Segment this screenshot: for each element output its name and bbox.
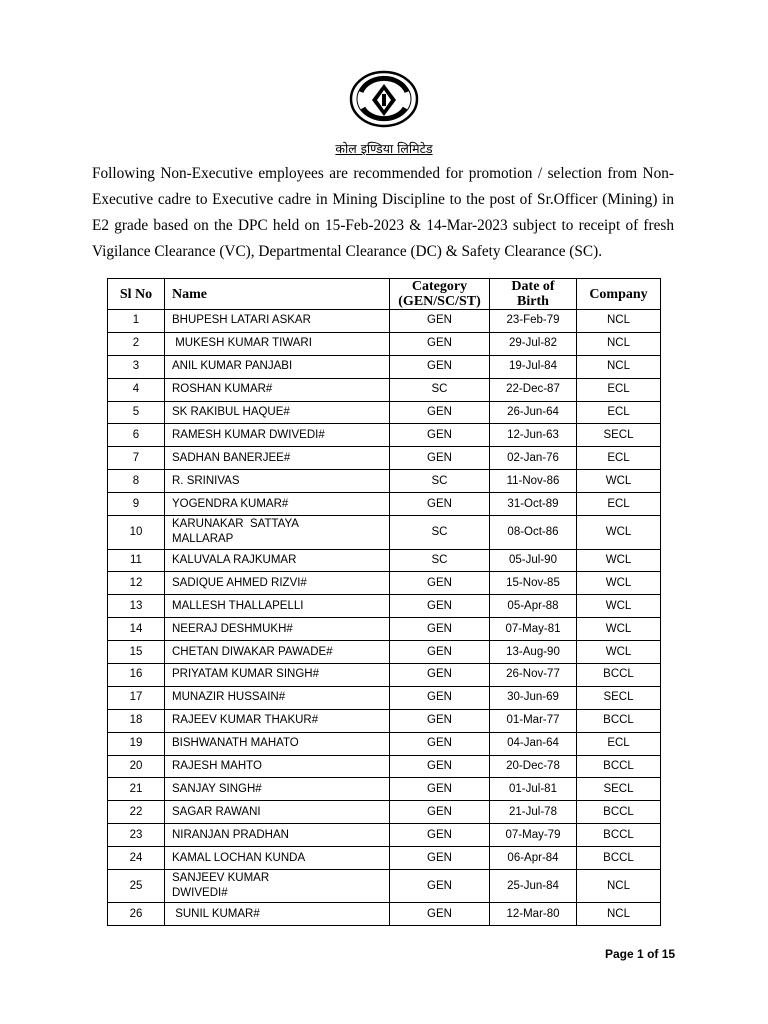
cell-category: GEN [390, 332, 490, 355]
cell-name: KAMAL LOCHAN KUNDA [165, 847, 390, 870]
cell-dob: 13-Aug-90 [490, 641, 577, 664]
cell-dob: 21-Jul-78 [490, 801, 577, 824]
table-row [108, 801, 661, 824]
cell-company: ECL [577, 732, 661, 755]
cell-company: NCL [577, 332, 661, 355]
cell-sl: 7 [108, 447, 165, 470]
cell-name: ANIL KUMAR PANJABI [165, 355, 390, 378]
cell-sl: 24 [108, 847, 165, 870]
cell-company: WCL [577, 470, 661, 493]
cell-category: GEN [390, 355, 490, 378]
table-row [108, 641, 661, 664]
header-company: Company [577, 279, 661, 310]
cell-category: GEN [390, 847, 490, 870]
cell-dob: 26-Jun-64 [490, 401, 577, 424]
table-row [108, 401, 661, 424]
cell-name: NIRANJAN PRADHAN [165, 824, 390, 847]
cell-category: SC [390, 516, 490, 550]
table-row [108, 618, 661, 641]
company-title-hindi: कोल इण्डिया लिमिटेड [335, 141, 433, 156]
cell-category: GEN [390, 755, 490, 778]
coal-india-logo [349, 70, 419, 128]
cell-dob: 23-Feb-79 [490, 310, 577, 333]
cell-name: RAMESH KUMAR DWIVEDI# [165, 424, 390, 447]
cell-name: SANJAY SINGH# [165, 778, 390, 801]
table-row [108, 447, 661, 470]
cell-category: GEN [390, 709, 490, 732]
cell-sl: 14 [108, 618, 165, 641]
cell-dob: 25-Jun-84 [490, 869, 577, 903]
table-row [108, 549, 661, 572]
table-header-row [108, 279, 661, 310]
table-row [108, 847, 661, 870]
cell-category: GEN [390, 778, 490, 801]
cell-name: SADIQUE AHMED RIZVI# [165, 572, 390, 595]
cell-sl: 11 [108, 549, 165, 572]
cell-name: SANJEEV KUMAR DWIVEDI# [165, 869, 390, 903]
cell-sl: 25 [108, 869, 165, 903]
cell-dob: 01-Mar-77 [490, 709, 577, 732]
cell-name: NEERAJ DESHMUKH# [165, 618, 390, 641]
cell-company: WCL [577, 572, 661, 595]
cell-category: SC [390, 549, 490, 572]
cell-sl: 17 [108, 686, 165, 709]
cell-category: GEN [390, 447, 490, 470]
cell-dob: 30-Jun-69 [490, 686, 577, 709]
table-row [108, 709, 661, 732]
cell-dob: 05-Apr-88 [490, 595, 577, 618]
cell-category: GEN [390, 869, 490, 903]
cell-category: GEN [390, 824, 490, 847]
cell-name: SUNIL KUMAR# [165, 903, 390, 926]
cell-dob: 07-May-81 [490, 618, 577, 641]
cell-name: RAJEEV KUMAR THAKUR# [165, 709, 390, 732]
cell-sl: 23 [108, 824, 165, 847]
cell-name: MALLESH THALLAPELLI [165, 595, 390, 618]
cell-name: BISHWANATH MAHATO [165, 732, 390, 755]
cell-dob: 20-Dec-78 [490, 755, 577, 778]
table-row [108, 355, 661, 378]
cell-category: GEN [390, 493, 490, 516]
cell-dob: 12-Mar-80 [490, 903, 577, 926]
cell-company: WCL [577, 618, 661, 641]
cell-dob: 01-Jul-81 [490, 778, 577, 801]
cell-dob: 02-Jan-76 [490, 447, 577, 470]
cell-sl: 5 [108, 401, 165, 424]
cell-category: GEN [390, 903, 490, 926]
cell-company: ECL [577, 378, 661, 401]
table-row [108, 755, 661, 778]
cell-sl: 10 [108, 516, 165, 550]
cell-name: SK RAKIBUL HAQUE# [165, 401, 390, 424]
table-row [108, 572, 661, 595]
cell-category: GEN [390, 595, 490, 618]
intro-paragraph: Following Non-Executive employees are recommended for promotion / selection from Non-Executive cadre to Executive cadre in Mining Discipline to the post of Sr.Officer (Mining) in E2 grade based on the DPC held on 15-Feb-2023 & 14-Mar-2023 subject to receipt of fresh Vigilance Clearance (VC), Departmental Clearance (DC) & Safety Clearance (SC). [92, 165, 674, 260]
cell-dob: 31-Oct-89 [490, 493, 577, 516]
cell-category: GEN [390, 801, 490, 824]
cell-sl: 21 [108, 778, 165, 801]
cell-sl: 1 [108, 310, 165, 333]
table-row [108, 903, 661, 926]
cell-dob: 06-Apr-84 [490, 847, 577, 870]
cell-company: BCCL [577, 824, 661, 847]
cell-name: PRIYATAM KUMAR SINGH# [165, 663, 390, 686]
table-row [108, 424, 661, 447]
cell-company: BCCL [577, 663, 661, 686]
cell-name: MUKESH KUMAR TIWARI [165, 332, 390, 355]
cell-company: NCL [577, 355, 661, 378]
cell-name: ROSHAN KUMAR# [165, 378, 390, 401]
header-sl-no: Sl No [108, 279, 165, 310]
cell-sl: 2 [108, 332, 165, 355]
cell-category: GEN [390, 663, 490, 686]
cell-category: GEN [390, 686, 490, 709]
cell-sl: 16 [108, 663, 165, 686]
cell-name: MUNAZIR HUSSAIN# [165, 686, 390, 709]
cell-sl: 9 [108, 493, 165, 516]
cell-sl: 4 [108, 378, 165, 401]
cell-company: SECL [577, 424, 661, 447]
cell-company: ECL [577, 447, 661, 470]
cell-dob: 11-Nov-86 [490, 470, 577, 493]
cell-category: GEN [390, 310, 490, 333]
cell-dob: 15-Nov-85 [490, 572, 577, 595]
cell-name: SADHAN BANERJEE# [165, 447, 390, 470]
cell-category: GEN [390, 641, 490, 664]
cell-company: SECL [577, 686, 661, 709]
header-category: Category (GEN/SC/ST) [390, 279, 490, 310]
cell-category: GEN [390, 572, 490, 595]
cell-company: BCCL [577, 847, 661, 870]
cell-dob: 12-Jun-63 [490, 424, 577, 447]
cell-company: ECL [577, 401, 661, 424]
cell-name: KALUVALA RAJKUMAR [165, 549, 390, 572]
cell-sl: 19 [108, 732, 165, 755]
cell-name: CHETAN DIWAKAR PAWADE# [165, 641, 390, 664]
cell-category: GEN [390, 732, 490, 755]
cell-sl: 22 [108, 801, 165, 824]
cell-dob: 08-Oct-86 [490, 516, 577, 550]
header-date-of-birth: Date of Birth [490, 279, 577, 310]
table-row [108, 595, 661, 618]
promotion-table [107, 278, 661, 926]
table-row [108, 824, 661, 847]
cell-sl: 18 [108, 709, 165, 732]
table-row [108, 310, 661, 333]
cell-company: NCL [577, 310, 661, 333]
table-row [108, 732, 661, 755]
table-row [108, 516, 661, 550]
cell-name: RAJESH MAHTO [165, 755, 390, 778]
cell-name: SAGAR RAWANI [165, 801, 390, 824]
cell-company: BCCL [577, 801, 661, 824]
cell-company: SECL [577, 778, 661, 801]
cell-dob: 26-Nov-77 [490, 663, 577, 686]
cell-dob: 22-Dec-87 [490, 378, 577, 401]
table-row [108, 663, 661, 686]
cell-sl: 12 [108, 572, 165, 595]
table-row [108, 470, 661, 493]
cell-sl: 15 [108, 641, 165, 664]
cell-category: GEN [390, 618, 490, 641]
cell-sl: 3 [108, 355, 165, 378]
cell-dob: 05-Jul-90 [490, 549, 577, 572]
cell-name: BHUPESH LATARI ASKAR [165, 310, 390, 333]
cell-sl: 13 [108, 595, 165, 618]
table-row [108, 378, 661, 401]
cell-category: SC [390, 470, 490, 493]
cell-company: WCL [577, 549, 661, 572]
cell-category: SC [390, 378, 490, 401]
cell-company: NCL [577, 869, 661, 903]
cell-company: WCL [577, 516, 661, 550]
cell-dob: 04-Jan-64 [490, 732, 577, 755]
cell-company: WCL [577, 595, 661, 618]
table-row [108, 869, 661, 903]
cell-sl: 20 [108, 755, 165, 778]
cell-category: GEN [390, 401, 490, 424]
cell-name: R. SRINIVAS [165, 470, 390, 493]
cell-company: BCCL [577, 755, 661, 778]
cell-company: ECL [577, 493, 661, 516]
table-row [108, 686, 661, 709]
cell-sl: 8 [108, 470, 165, 493]
header-name: Name [165, 279, 390, 310]
cell-dob: 19-Jul-84 [490, 355, 577, 378]
cell-company: BCCL [577, 709, 661, 732]
cell-dob: 29-Jul-82 [490, 332, 577, 355]
cell-company: WCL [577, 641, 661, 664]
table-row [108, 778, 661, 801]
page-number: Page 1 of 15 [605, 947, 676, 961]
table-row [108, 493, 661, 516]
table-row [108, 332, 661, 355]
cell-sl: 26 [108, 903, 165, 926]
cell-name: YOGENDRA KUMAR# [165, 493, 390, 516]
cell-company: NCL [577, 903, 661, 926]
cell-dob: 07-May-79 [490, 824, 577, 847]
cell-name: KARUNAKAR SATTAYA MALLARAP [165, 516, 390, 550]
cell-category: GEN [390, 424, 490, 447]
cell-sl: 6 [108, 424, 165, 447]
